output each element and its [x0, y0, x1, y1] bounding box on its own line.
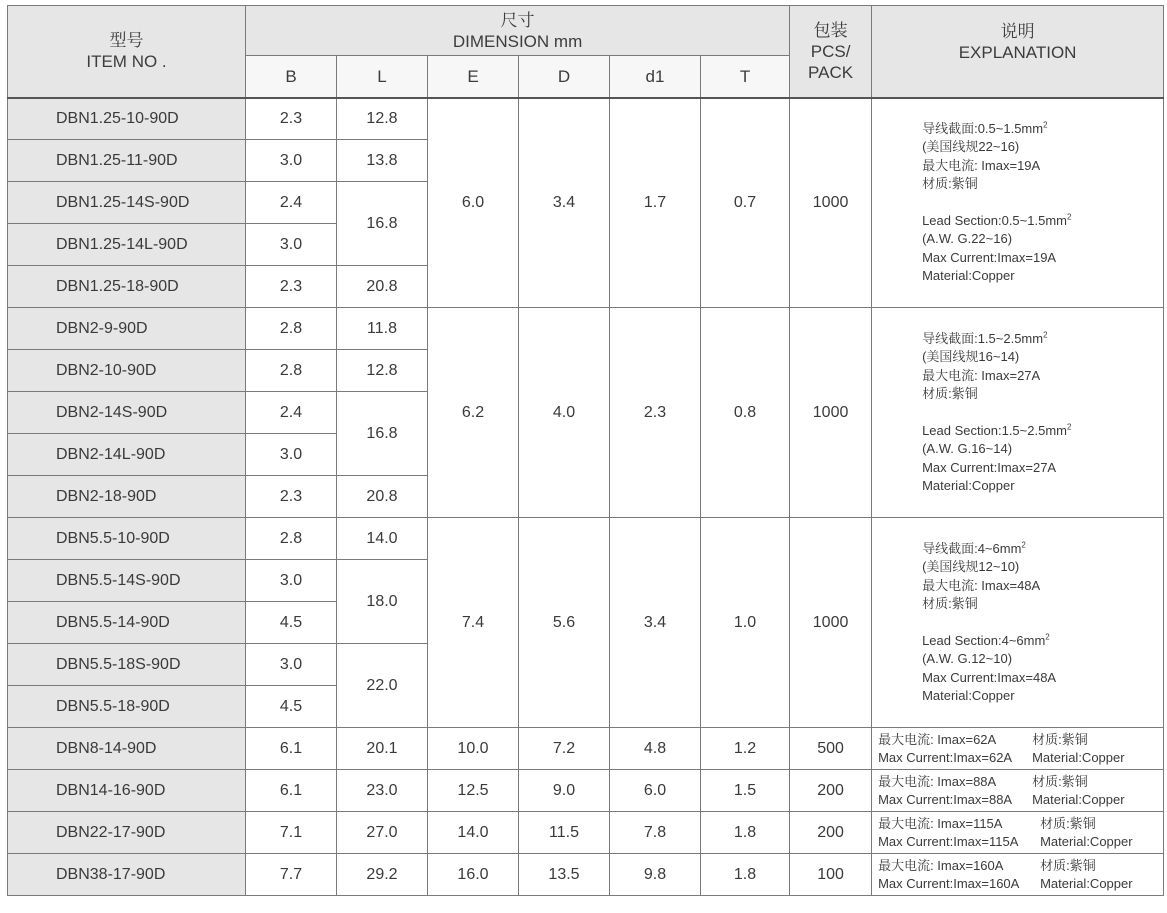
- expl-en-current: Max Current:Imax=115A: [878, 833, 1019, 849]
- cell-b: 3.0: [246, 140, 337, 182]
- cell-t: 0.7: [701, 98, 790, 308]
- cell-b: 3.0: [246, 560, 337, 602]
- item-no: DBN8-14-90D: [8, 728, 246, 770]
- item-no: DBN5.5-14-90D: [8, 602, 246, 644]
- cell-d: 13.5: [519, 854, 610, 896]
- cell-pack: 100: [790, 854, 872, 896]
- item-no: DBN38-17-90D: [8, 854, 246, 896]
- cell-l: 20.8: [337, 266, 428, 308]
- cell-l: 20.8: [337, 476, 428, 518]
- cell-d1: 3.4: [610, 518, 701, 728]
- cell-d: 7.2: [519, 728, 610, 770]
- cell-d: 4.0: [519, 308, 610, 518]
- cell-t: 1.8: [701, 812, 790, 854]
- expl-cn-section: 导线截面:4~6mm: [922, 540, 1022, 556]
- expl-en-material: Material:Copper: [922, 478, 1015, 493]
- item-no: DBN2-14S-90D: [8, 392, 246, 434]
- table-row: [8, 98, 1164, 140]
- expl-en-section: Lead Section:0.5~1.5mm: [922, 212, 1067, 228]
- cell-l: 14.0: [337, 518, 428, 560]
- spec-table: [7, 5, 1164, 896]
- header-pack: [790, 6, 872, 98]
- table-row: [8, 812, 1164, 854]
- item-no: DBN5.5-18S-90D: [8, 644, 246, 686]
- explanation: [872, 98, 1164, 308]
- expl-en-current: Max Current:Imax=160A: [878, 875, 1020, 891]
- item-no: DBN1.25-18-90D: [8, 266, 246, 308]
- expl-cn-current: 最大电流: Imax=88A: [878, 773, 997, 789]
- expl-en-current: Max Current:Imax=88A: [878, 791, 1013, 807]
- expl-en-section: Lead Section:1.5~2.5mm: [922, 422, 1067, 438]
- header-dimension-cn: 尺寸: [500, 10, 535, 30]
- expl-en-awg: (A.W. G.16~14): [922, 441, 1013, 456]
- item-no: DBN5.5-18-90D: [8, 686, 246, 728]
- item-no: DBN1.25-14L-90D: [8, 224, 246, 266]
- expl-en-material: Material:Copper: [1040, 833, 1133, 849]
- cell-b: 4.5: [246, 686, 337, 728]
- header-col-d: D: [519, 56, 610, 98]
- item-no: DBN2-14L-90D: [8, 434, 246, 476]
- cell-pack: 1000: [790, 98, 872, 308]
- cell-l: 20.1: [337, 728, 428, 770]
- cell-b: 2.4: [246, 392, 337, 434]
- cell-t: 1.2: [701, 728, 790, 770]
- expl-en-section: Lead Section:4~6mm: [922, 632, 1046, 648]
- item-no: DBN1.25-14S-90D: [8, 182, 246, 224]
- expl-en-current: Max Current:Imax=27A: [922, 459, 1057, 475]
- cell-b: 6.1: [246, 728, 337, 770]
- superscript: 2: [1045, 632, 1050, 642]
- expl-cn-material: 材质:紫铜: [922, 596, 978, 611]
- cell-b: 7.7: [246, 854, 337, 896]
- cell-b: 3.0: [246, 434, 337, 476]
- cell-b: 2.8: [246, 518, 337, 560]
- cell-t: 1.8: [701, 854, 790, 896]
- item-no: DBN1.25-10-90D: [8, 98, 246, 140]
- header-item-cn: 型号: [109, 31, 144, 51]
- cell-d1: 1.7: [610, 98, 701, 308]
- explanation: [872, 308, 1164, 518]
- expl-cn-current: 最大电流: Imax=62A: [878, 731, 997, 747]
- expl-cn-section: 导线截面:0.5~1.5mm: [922, 120, 1044, 136]
- cell-pack: 200: [790, 770, 872, 812]
- expl-cn-material: 材质:紫铜: [922, 176, 978, 192]
- expl-en-material: Material:Copper: [1032, 749, 1125, 765]
- header-dimension-en: DIMENSION mm: [452, 31, 583, 51]
- table-row: [8, 728, 1164, 770]
- expl-cn-current: 最大电流: Imax=115A: [878, 815, 1003, 831]
- cell-b: 2.8: [246, 308, 337, 350]
- cell-e: 6.0: [428, 98, 519, 308]
- table-row: [8, 854, 1164, 896]
- superscript: 2: [1043, 330, 1048, 340]
- cell-l: 16.8: [337, 392, 428, 476]
- cell-d: 3.4: [519, 98, 610, 308]
- explanation: [872, 728, 1164, 770]
- cell-d: 11.5: [519, 812, 610, 854]
- expl-en-current: Max Current:Imax=19A: [922, 249, 1057, 265]
- cell-l: 12.8: [337, 98, 428, 140]
- item-no: DBN22-17-90D: [8, 812, 246, 854]
- expl-cn-current: 最大电流: Imax=19A: [922, 157, 1041, 173]
- header-item-en: ITEM NO .: [86, 52, 167, 72]
- cell-b: 2.4: [246, 182, 337, 224]
- expl-en-current: Max Current:Imax=48A: [922, 669, 1057, 685]
- cell-d1: 6.0: [610, 770, 701, 812]
- cell-pack: 500: [790, 728, 872, 770]
- cell-l: 12.8: [337, 350, 428, 392]
- cell-e: 7.4: [428, 518, 519, 728]
- header-dimension: [246, 6, 790, 56]
- item-no: DBN2-18-90D: [8, 476, 246, 518]
- superscript: 2: [1021, 540, 1026, 550]
- explanation: [872, 518, 1164, 728]
- superscript: 2: [1066, 422, 1072, 432]
- cell-e: 16.0: [428, 854, 519, 896]
- cell-e: 6.2: [428, 308, 519, 518]
- expl-cn-material: 材质:紫铜: [1032, 773, 1088, 789]
- explanation: [872, 770, 1164, 812]
- superscript: 2: [1066, 212, 1072, 222]
- cell-pack: 200: [790, 812, 872, 854]
- item-no: DBN2-10-90D: [8, 350, 246, 392]
- cell-b: 3.0: [246, 644, 337, 686]
- header-pack-en1: PCS/: [810, 41, 851, 61]
- cell-l: 27.0: [337, 812, 428, 854]
- expl-cn-awg: (美国线规22~16): [922, 139, 1020, 155]
- expl-en-material: Material:Copper: [922, 688, 1015, 703]
- cell-l: 13.8: [337, 140, 428, 182]
- header-explanation-en: EXPLANATION: [958, 43, 1077, 63]
- expl-en-material: Material:Copper: [1040, 875, 1133, 891]
- expl-cn-material: 材质:紫铜: [1040, 857, 1096, 873]
- cell-b: 4.5: [246, 602, 337, 644]
- cell-t: 1.5: [701, 770, 790, 812]
- expl-cn-awg: (美国线规12~10): [922, 559, 1020, 574]
- expl-cn-current: 最大电流: Imax=160A: [878, 857, 1004, 873]
- cell-l: 23.0: [337, 770, 428, 812]
- cell-pack: 1000: [790, 308, 872, 518]
- header-col-t: T: [701, 56, 790, 98]
- cell-b: 2.8: [246, 350, 337, 392]
- superscript: 2: [1043, 120, 1048, 130]
- cell-d: 5.6: [519, 518, 610, 728]
- cell-e: 10.0: [428, 728, 519, 770]
- item-no: DBN14-16-90D: [8, 770, 246, 812]
- cell-d1: 2.3: [610, 308, 701, 518]
- header-col-e: E: [428, 56, 519, 98]
- header-pack-en2: PACK: [808, 62, 854, 82]
- item-no: DBN5.5-10-90D: [8, 518, 246, 560]
- header-explanation: [872, 6, 1164, 98]
- cell-d: 9.0: [519, 770, 610, 812]
- cell-l: 16.8: [337, 182, 428, 266]
- header-pack-cn: 包装: [813, 20, 848, 40]
- cell-d1: 7.8: [610, 812, 701, 854]
- header-col-b: B: [246, 56, 337, 98]
- expl-cn-section: 导线截面:1.5~2.5mm: [922, 330, 1044, 346]
- expl-cn-material: 材质:紫铜: [1032, 731, 1088, 747]
- cell-l: 22.0: [337, 644, 428, 728]
- item-no: DBN2-9-90D: [8, 308, 246, 350]
- expl-cn-material: 材质:紫铜: [1040, 815, 1096, 831]
- explanation: [872, 812, 1164, 854]
- expl-en-material: Material:Copper: [1032, 791, 1125, 807]
- header-col-l: L: [337, 56, 428, 98]
- cell-b: 2.3: [246, 98, 337, 140]
- header-col-d1: d1: [610, 56, 701, 98]
- cell-e: 12.5: [428, 770, 519, 812]
- cell-l: 11.8: [337, 308, 428, 350]
- expl-en-awg: (A.W. G.12~10): [922, 651, 1013, 666]
- header-explanation-cn: 说明: [1000, 22, 1035, 42]
- header-item: [8, 6, 246, 98]
- expl-cn-current: 最大电流: Imax=27A: [922, 367, 1041, 383]
- cell-b: 2.3: [246, 476, 337, 518]
- table-row: [8, 308, 1164, 350]
- expl-cn-material: 材质:紫铜: [922, 386, 978, 401]
- cell-t: 0.8: [701, 308, 790, 518]
- cell-b: 7.1: [246, 812, 337, 854]
- expl-en-current: Max Current:Imax=62A: [878, 749, 1013, 765]
- item-no: DBN5.5-14S-90D: [8, 560, 246, 602]
- cell-b: 3.0: [246, 224, 337, 266]
- cell-t: 1.0: [701, 518, 790, 728]
- explanation: [872, 854, 1164, 896]
- expl-cn-current: 最大电流: Imax=48A: [922, 577, 1041, 593]
- cell-d1: 4.8: [610, 728, 701, 770]
- cell-pack: 1000: [790, 518, 872, 728]
- cell-l: 18.0: [337, 560, 428, 644]
- item-no: DBN1.25-11-90D: [8, 140, 246, 182]
- table-row: [8, 770, 1164, 812]
- cell-b: 6.1: [246, 770, 337, 812]
- cell-l: 29.2: [337, 854, 428, 896]
- expl-en-material: Material:Copper: [922, 268, 1015, 284]
- cell-d1: 9.8: [610, 854, 701, 896]
- expl-cn-awg: (美国线规16~14): [922, 349, 1020, 364]
- cell-e: 14.0: [428, 812, 519, 854]
- table-row: [8, 518, 1164, 560]
- cell-b: 2.3: [246, 266, 337, 308]
- expl-en-awg: (A.W. G.22~16): [922, 231, 1013, 247]
